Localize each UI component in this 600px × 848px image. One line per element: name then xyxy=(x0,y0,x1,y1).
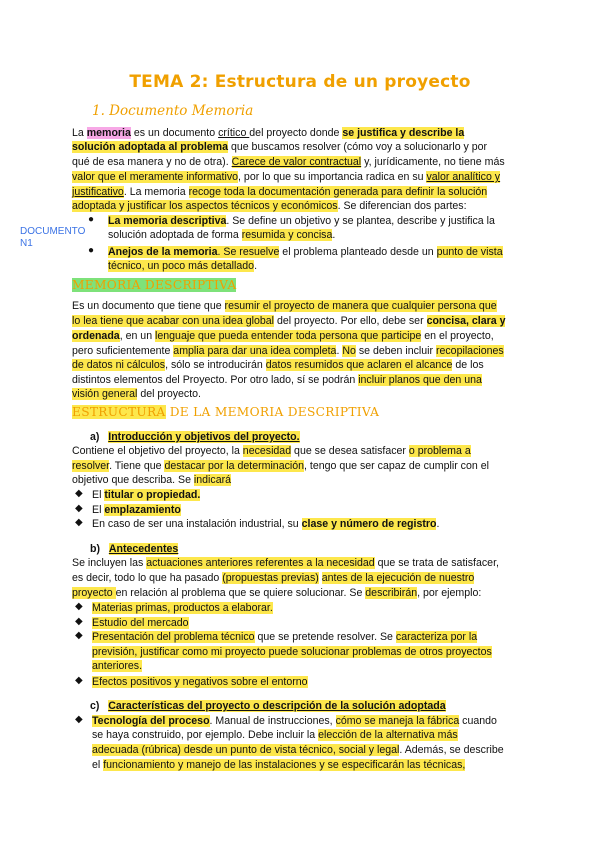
text: Estudio del mercado xyxy=(92,617,189,629)
text: en relación al problema que se quiere solucionar. Se xyxy=(115,587,366,599)
b-item-3-cont xyxy=(92,645,492,659)
c-item-1-cont xyxy=(92,728,458,742)
text: destacar por la determinación xyxy=(164,460,305,472)
diamond-bullet-icon: ◆ xyxy=(75,630,83,641)
text: se haya construido, por ejemplo. Debe incluir la xyxy=(92,729,319,741)
text: de los xyxy=(452,359,484,371)
text: b) xyxy=(90,543,100,555)
intro-line-4 xyxy=(72,170,500,184)
text: proyecto xyxy=(72,587,116,599)
text: DE LA MEMORIA DESCRIPTIVA xyxy=(165,405,380,419)
a-item-2 xyxy=(92,503,181,517)
section-heading-documento-memoria: 1. Documento Memoria xyxy=(92,103,254,119)
text: el problema planteado desde un xyxy=(279,246,437,258)
text: . Se diferencian dos partes: xyxy=(337,200,467,212)
b-item-3 xyxy=(92,630,477,644)
a-item-1 xyxy=(92,488,200,502)
text: recoge toda la documentación generada para definir la solución xyxy=(188,186,488,198)
text: anteriores. xyxy=(92,660,143,672)
text: necesidad xyxy=(242,445,292,457)
text: clase y número de registro xyxy=(301,518,437,530)
memoria-line-2 xyxy=(72,314,505,328)
memoria-line-3 xyxy=(72,329,494,343)
text: actuaciones anteriores referentes a la necesidad xyxy=(146,557,375,569)
a-item-3 xyxy=(92,517,439,531)
text: (propuestas previas) xyxy=(222,572,319,584)
text: que buscamos resolver (cómo voy a solucionarlo y por xyxy=(228,141,488,153)
text: resumida y concisa xyxy=(241,229,333,241)
diamond-bullet-icon: ◆ xyxy=(75,503,83,514)
text: Antecedentes xyxy=(108,543,179,555)
text: solución adoptada de forma xyxy=(108,229,242,241)
text: del proyecto. xyxy=(137,388,201,400)
memoria-line-5 xyxy=(72,358,484,372)
text: emplazamiento xyxy=(104,504,181,516)
text: . xyxy=(254,260,258,272)
text: Efectos positivos y negativos sobre el entorno xyxy=(92,676,308,688)
text: En caso de ser una instalación industrial, su xyxy=(92,518,302,530)
text: valor analítico y xyxy=(426,171,501,183)
text: que se trata de satisfacer, xyxy=(374,557,499,569)
text: cómo se maneja la fábrica xyxy=(335,715,460,727)
text: lo lea tiene que acabar con una idea global xyxy=(72,315,275,327)
c-item-1-cont3 xyxy=(92,758,465,772)
text: La xyxy=(72,127,87,139)
text: El xyxy=(92,489,105,501)
text: . Además, se describe xyxy=(399,744,504,756)
b-line-3 xyxy=(72,586,481,600)
text: objetivo que describa. Se xyxy=(72,474,194,486)
subheading-c xyxy=(90,699,446,713)
bullet-dot-icon: ● xyxy=(88,245,95,256)
text: incluir planos que den una xyxy=(358,374,482,386)
text: . xyxy=(336,345,343,357)
text: Carece de valor contractual xyxy=(231,156,362,168)
text: MEMORIA DESCRIPTIVA xyxy=(72,278,237,292)
text: Es un documento que tiene que xyxy=(72,300,225,312)
c-item-1 xyxy=(92,714,497,728)
text: crítico xyxy=(218,127,250,139)
text: elección de la alternativa más xyxy=(318,729,458,741)
subheading-b xyxy=(90,542,178,556)
text: Se incluyen las xyxy=(72,557,147,569)
b-item-1 xyxy=(92,601,273,615)
text: , en un xyxy=(119,330,156,342)
text: Características del proyecto o descripción de la solución adoptada xyxy=(108,700,446,712)
a-line-2 xyxy=(72,459,489,473)
text: se justifica y describe la xyxy=(342,127,465,139)
text: concisa, clara y xyxy=(426,315,506,327)
text: adoptada y justificar los aspectos técnicos y económicos xyxy=(72,200,338,212)
text: o problema a xyxy=(408,445,471,457)
text: , sólo se introducirán xyxy=(165,359,266,371)
part-memoria-descriptiva-cont xyxy=(108,228,335,242)
subheading-a xyxy=(90,430,300,444)
text: . xyxy=(332,229,336,241)
text: memoria xyxy=(86,127,131,139)
text: Materias primas, productos a elaborar. xyxy=(92,602,273,614)
text: el xyxy=(92,759,104,771)
text: resolver xyxy=(72,460,110,472)
section-heading-memoria-descriptiva xyxy=(72,278,236,292)
intro-line-6 xyxy=(72,199,467,213)
bullet-dot-icon: ● xyxy=(88,214,95,225)
text: solución adoptada al problema xyxy=(72,141,228,153)
text: en el proyecto, xyxy=(421,330,494,342)
c-item-1-cont2 xyxy=(92,743,504,757)
text: recopilaciones xyxy=(435,345,504,357)
text: lenguaje que pueda entender toda persona que participe xyxy=(155,330,422,342)
text: c) xyxy=(90,700,100,712)
text: que se pretende resolver. Se xyxy=(254,631,396,643)
text: del proyecto donde xyxy=(249,127,343,139)
text: ESTRUCTURA xyxy=(72,405,166,419)
part-memoria-descriptiva xyxy=(108,214,495,228)
text: indicará xyxy=(193,474,232,486)
text: es decir, todo lo que ha pasado xyxy=(72,572,223,584)
intro-line-2 xyxy=(72,140,487,154)
text: El xyxy=(92,504,105,516)
intro-line-5 xyxy=(72,185,487,199)
text: . Se resuelve xyxy=(217,246,280,258)
text: pero suficientemente xyxy=(72,345,174,357)
text: . La memoria xyxy=(123,186,189,198)
diamond-bullet-icon: ◆ xyxy=(75,675,83,686)
text: Anejos de la memoria xyxy=(108,246,218,258)
text: y, jurídicamente, no tiene más xyxy=(361,156,505,168)
page-title: TEMA 2: Estructura de un proyecto xyxy=(129,72,471,92)
text: Introducción y objetivos del proyecto. xyxy=(108,431,300,443)
text: es un documento xyxy=(130,127,219,139)
memoria-line-6 xyxy=(72,373,482,387)
text: , por lo que su importancia radica en su xyxy=(238,171,427,183)
memoria-line-7 xyxy=(72,387,201,401)
text: Presentación del problema técnico xyxy=(92,631,255,643)
text: Tecnología del proceso xyxy=(92,715,210,727)
memoria-line-4 xyxy=(72,344,504,358)
text: describirán xyxy=(365,587,418,599)
text: del proyecto. Por ello, debe ser xyxy=(274,315,427,327)
section-heading-estructura xyxy=(72,405,379,419)
b-item-4 xyxy=(92,675,308,689)
text: . Tiene que xyxy=(109,460,165,472)
side-note: DOCUMENTO N1 xyxy=(20,226,86,249)
text: previsión, justificar como mi proyecto puede solucionar problemas de otros proyectos xyxy=(92,646,492,658)
text: visión general xyxy=(72,388,138,400)
text: distintos elementos del Proyecto. Por otro lado, sí se podrán xyxy=(72,374,359,386)
b-item-2 xyxy=(92,616,189,630)
text: datos resumidos que aclaren el alcance xyxy=(265,359,453,371)
text: resumir el proyecto de manera que cualquier persona que xyxy=(224,300,497,312)
b-line-2 xyxy=(72,571,474,585)
text: qué de esa manera y no de otra). xyxy=(72,156,232,168)
a-line-1 xyxy=(72,444,471,458)
text: . Manual de instrucciones, xyxy=(209,715,336,727)
text: titular o propiedad. xyxy=(104,489,201,501)
a-line-3 xyxy=(72,473,231,487)
diamond-bullet-icon: ◆ xyxy=(75,714,83,725)
diamond-bullet-icon: ◆ xyxy=(75,517,83,528)
text: de datos ni cálculos xyxy=(72,359,166,371)
text: a) xyxy=(90,431,100,443)
text: justificativo xyxy=(72,186,124,198)
memoria-line-1 xyxy=(72,299,497,313)
text: punto de vista xyxy=(436,246,503,258)
text: valor que el meramente informativo xyxy=(72,171,239,183)
intro-line-3 xyxy=(72,155,505,169)
diamond-bullet-icon: ◆ xyxy=(75,601,83,612)
text: funcionamiento y manejo de las instalaciones y se especificarán las técnicas, xyxy=(103,759,466,771)
text: que se desea satisfacer xyxy=(291,445,409,457)
text: se deben incluir xyxy=(355,345,436,357)
text: cuando xyxy=(459,715,497,727)
text: La memoria descriptiva xyxy=(108,215,227,227)
diamond-bullet-icon: ◆ xyxy=(75,488,83,499)
text: . xyxy=(436,518,440,530)
b-item-3-cont2 xyxy=(92,659,142,673)
text: No xyxy=(342,345,356,357)
text: ordenada xyxy=(72,330,120,342)
text: antes de la ejecución de nuestro xyxy=(321,572,475,584)
text: caracteriza por la xyxy=(395,631,478,643)
text: amplia para dar una idea completa xyxy=(173,345,337,357)
text: Contiene el objetivo del proyecto, la xyxy=(72,445,243,457)
part-anejos-cont xyxy=(108,259,257,273)
text: , tengo que ser capaz de cumplir con el xyxy=(304,460,489,472)
text: . Se define un objetivo y se plantea, describe y justifica la xyxy=(226,215,495,227)
intro-line-1 xyxy=(72,126,464,140)
diamond-bullet-icon: ◆ xyxy=(75,616,83,627)
part-anejos xyxy=(108,245,503,259)
text: adecuada (rúbrica) desde un punto de vista técnico, social y legal xyxy=(92,744,400,756)
text: , por ejemplo: xyxy=(417,587,482,599)
b-line-1 xyxy=(72,556,499,570)
text: técnico, un poco más detallado xyxy=(108,260,255,272)
